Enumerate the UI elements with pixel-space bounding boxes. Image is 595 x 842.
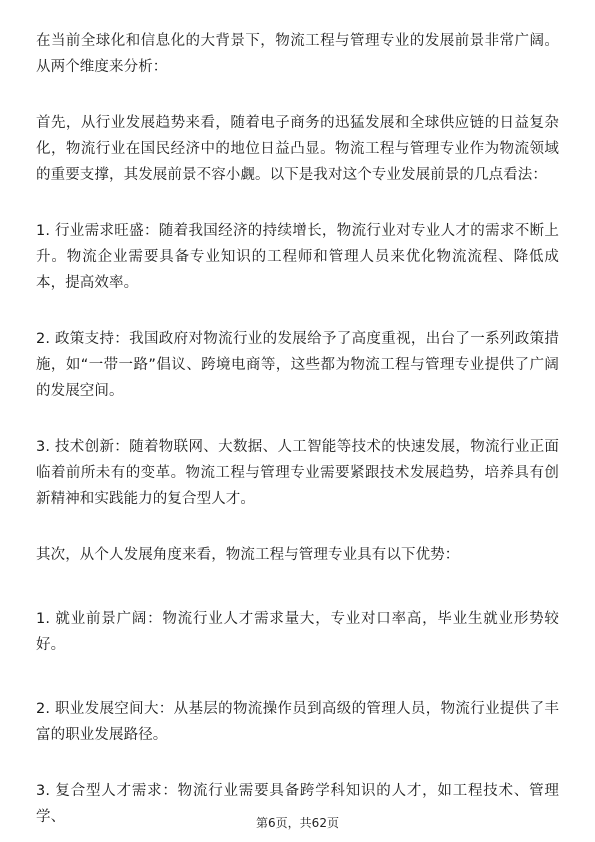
- personal-point-1: 1. 就业前景广阔：物流行业人才需求量大，专业对口率高，毕业生就业形势较好。: [36, 611, 559, 653]
- industry-point-3: 3. 技术创新：随着物联网、大数据、人工智能等技术的快速发展，物流行业正面临着前所未有的变革。物流工程与管理专业需要紧跟技术发展趋势，培养具有创新精神和实践能力的复合型人才。: [36, 439, 559, 507]
- personal-point-3: 3. 复合型人才需求：物流行业需要具备跨学科知识的人才，如工程技术、管理学、: [36, 783, 559, 825]
- page-number-footer: 第6页，共62页: [256, 816, 339, 830]
- personal-development-paragraph: 其次，从个人发展角度来看，物流工程与管理专业具有以下优势：: [36, 547, 460, 563]
- industry-point-1: 1. 行业需求旺盛：随着我国经济的持续增长，物流行业对专业人才的需求不断上升。物流企业需要具备专业知识的工程师和管理人员来优化物流流程、降低成本，提高效率。: [36, 223, 559, 291]
- personal-point-2: 2. 职业发展空间大：从基层的物流操作员到高级的管理人员，物流行业提供了丰富的职业发展路径。: [36, 701, 559, 743]
- intro-paragraph: 在当前全球化和信息化的大背景下，物流工程与管理专业的发展前景非常广阔。从两个维度来分析：: [36, 33, 559, 75]
- industry-trend-paragraph: 首先，从行业发展趋势来看，随着电子商务的迅猛发展和全球供应链的日益复杂化，物流行业在国民经济中的地位日益凸显。物流工程与管理专业作为物流领域的重要支撑，其发展前景不容小觑。以下是我对这个专业发展前景的几点看法：: [36, 115, 559, 183]
- industry-point-2: 2. 政策支持：我国政府对物流行业的发展给予了高度重视，出台了一系列政策措施，如“一带一路”倡议、跨境电商等，这些都为物流工程与管理专业提供了广阔的发展空间。: [36, 331, 559, 399]
